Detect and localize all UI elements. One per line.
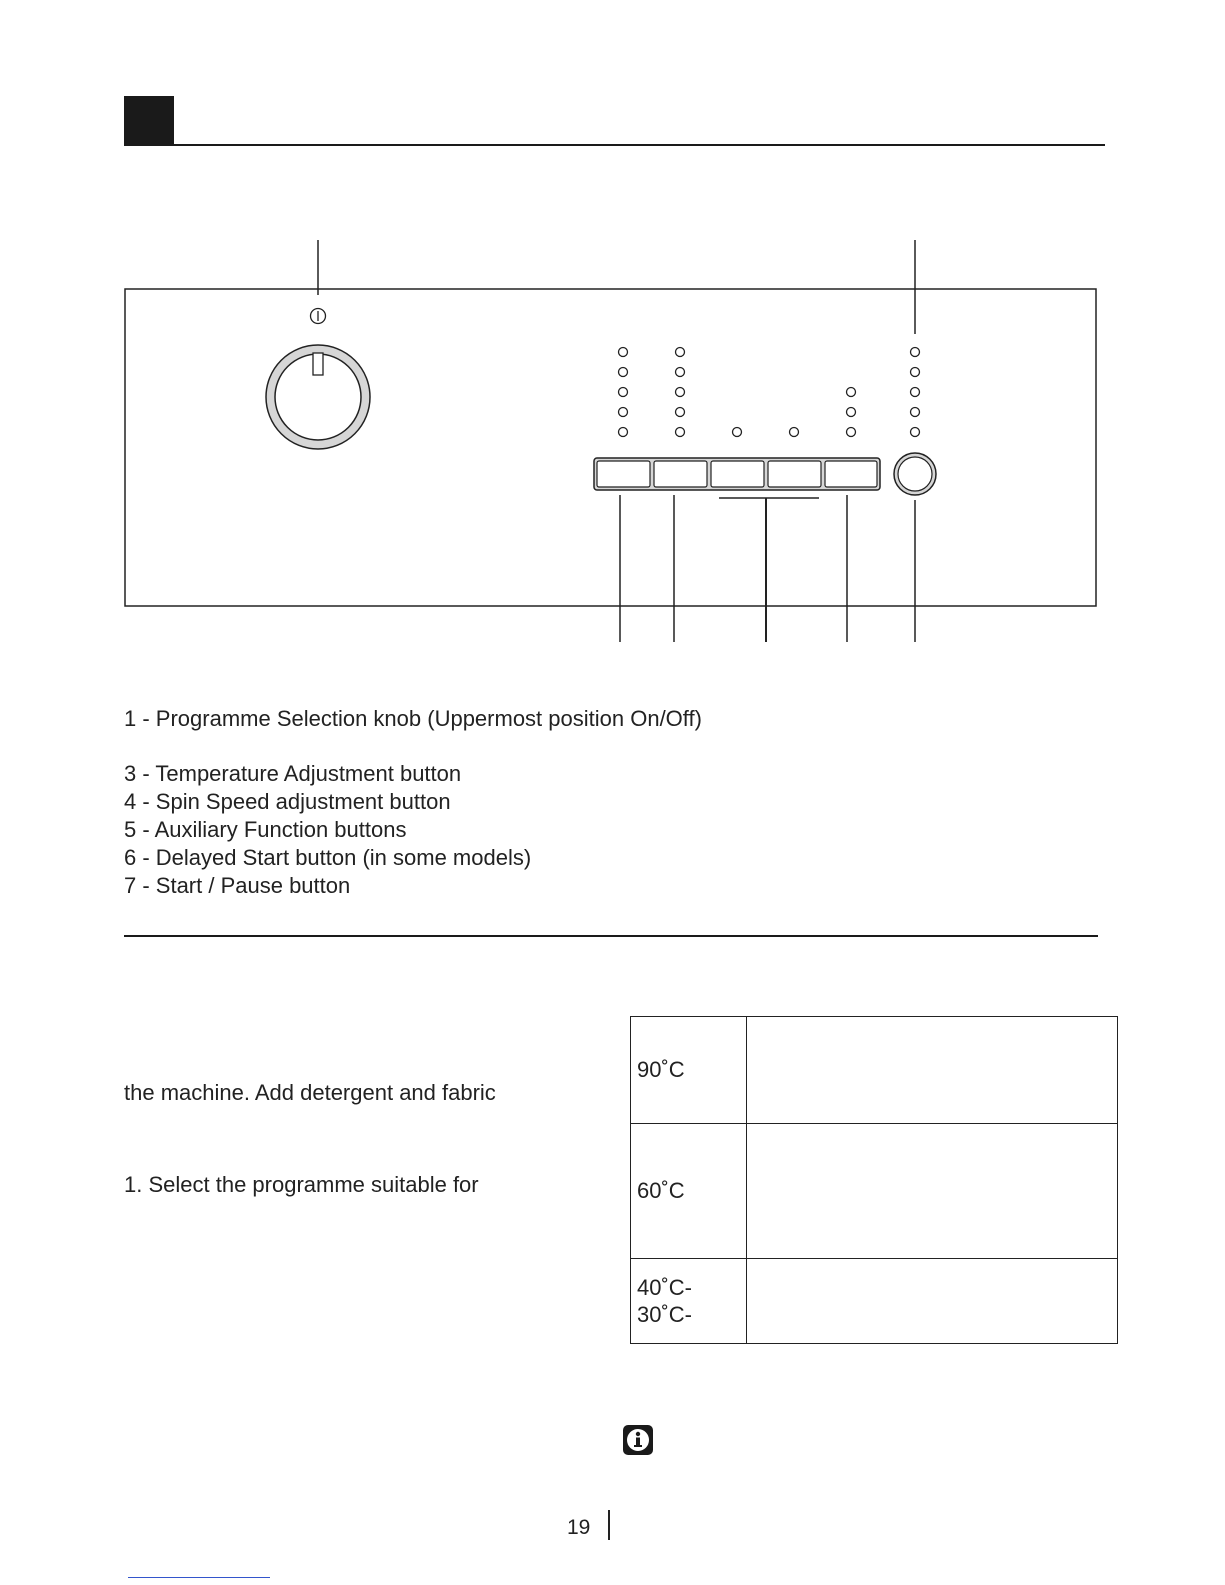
auxiliary-button-1 (711, 461, 764, 487)
led-temp-2 (619, 368, 628, 377)
led-spin-4 (676, 408, 685, 417)
legend-item-6: 6 - Delayed Start button (in some models) (124, 845, 532, 870)
page-number-bar (608, 1510, 610, 1540)
legend-item-1: 1 - Programme Selection knob (Uppermost position On/Off) (124, 706, 702, 731)
button-strip (594, 458, 880, 490)
led-start-4 (911, 408, 920, 417)
led-spin-2 (676, 368, 685, 377)
programme-selection-knob (266, 345, 370, 449)
description-cell (747, 1124, 1118, 1259)
page-number: 19 (567, 1516, 591, 1539)
legend-item-3: 3 - Temperature Adjustment button (124, 761, 462, 786)
led-delay-2 (847, 408, 856, 417)
temperature-cell: 60˚C (631, 1124, 747, 1259)
led-start-1 (911, 348, 920, 357)
led-aux-2 (790, 428, 799, 437)
led-start-5 (911, 428, 920, 437)
description-cell (747, 1017, 1118, 1124)
section-header-block (124, 96, 174, 145)
led-spin-5 (676, 428, 685, 437)
temperature-cell: 90˚C (631, 1017, 747, 1124)
control-panel-legend (124, 705, 702, 900)
spin-speed-button (654, 461, 707, 487)
control-panel-diagram (0, 230, 1225, 660)
led-temp-1 (619, 348, 628, 357)
legend-item-4: 4 - Spin Speed adjustment button (124, 789, 451, 814)
led-delay-1 (847, 388, 856, 397)
panel-frame (125, 289, 1096, 606)
auxiliary-button-2 (768, 461, 821, 487)
temperature-table (630, 1016, 1118, 1344)
led-start-2 (911, 368, 920, 377)
led-spin-1 (676, 348, 685, 357)
led-spin-3 (676, 388, 685, 397)
legend-item-7: 7 - Start / Pause button (124, 873, 351, 898)
led-start-3 (911, 388, 920, 397)
table-row (631, 1124, 1118, 1259)
legend-item-5: 5 - Auxiliary Function buttons (124, 817, 407, 842)
body-text-line: the machine. Add detergent and fabric (124, 1080, 496, 1105)
table-row (631, 1017, 1118, 1124)
led-temp-5 (619, 428, 628, 437)
temperature-cell: 40˚C- 30˚C- (631, 1259, 747, 1344)
body-text-step: 1. Select the programme suitable for (124, 1172, 479, 1197)
power-icon (311, 309, 326, 324)
led-aux-1 (733, 428, 742, 437)
table-row (631, 1259, 1118, 1344)
footer-link-underline (128, 1577, 270, 1578)
temperature-button (597, 461, 650, 487)
led-temp-3 (619, 388, 628, 397)
section-header-rule (124, 144, 1105, 146)
section-divider (124, 935, 1098, 937)
delayed-start-button (825, 461, 877, 487)
led-temp-4 (619, 408, 628, 417)
description-cell (747, 1259, 1118, 1344)
info-icon (623, 1425, 653, 1455)
start-pause-button (894, 453, 936, 495)
led-delay-3 (847, 428, 856, 437)
